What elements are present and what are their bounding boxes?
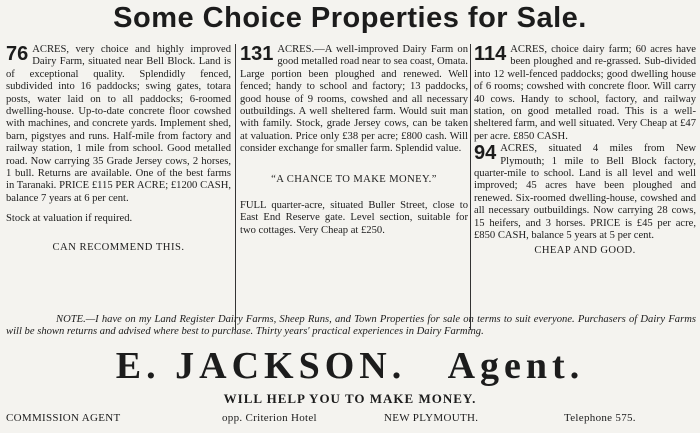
column-left bbox=[6, 44, 231, 254]
cheap-and-good: CHEAP AND GOOD. bbox=[534, 244, 636, 256]
lot-number: 114 bbox=[474, 43, 507, 65]
listing-text: ACRES, choice dairy farm; 60 acres have been ploughed and re-grassed. Sub-divided into 12 well-fenced paddocks; good dwelling house of 6 rooms; cowshed with concrete floor. Will carry 40 cows. Handy to school, factory, and railway station, on good metalled road. This is a well-sheltered farm, and well situated. Very Cheap at £47 per acre. £850 CASH. bbox=[474, 44, 696, 142]
listing-76-acres bbox=[6, 44, 231, 205]
listing-text: ACRES, very choice and highly improved Dairy Farm, situated near Bell Block. Land is of exceptional quality. Splendidly fenced, subdivided into 16 paddocks; swing gates, totara posts, water laid on to all paddocks; 6-roomed dwelling-house. Up-to-date concrete floor cowshed with machines, and concrete yards. Implement shed, barn, pigstyes and runs. Half-mile from factory and railway station, 1 mile from school. Good metalled road. Now carrying 35 Grade Jersey cows, 2 horses, 1 bull. Returns are available. One of the best farms in Taranaki. PRICE £115 PER ACRE; £1200 CASH, balance 7 years at 6 per cent. bbox=[6, 44, 231, 204]
listing-94-acres bbox=[474, 143, 696, 242]
agent-name: E. JACKSON. Agent. bbox=[115, 345, 585, 387]
lot-number: 94 bbox=[474, 142, 497, 165]
footer-town: NEW PLYMOUTH. bbox=[384, 412, 479, 424]
lot-number: 131 bbox=[240, 43, 274, 65]
listing-text: ACRES, situated 4 miles from New Plymouth; 1 mile to Bell Block factory, quarter-mile to school. Land is all level and well improved; 45 acres have been ploughed and renewed. Six-roomed dwelling-house, cowshed and all necessary outbuildings. Now carrying 28 cows, 15 heifers, and 3 horses. PRICE is £45 per acre, £850 CASH, balance 5 years at 5 per cent. bbox=[474, 143, 696, 242]
footer-location: opp. Criterion Hotel bbox=[222, 412, 317, 424]
headline: Some Choice Properties for Sale. bbox=[113, 2, 587, 34]
tagline: WILL HELP YOU TO MAKE MONEY. bbox=[223, 391, 477, 406]
stock-note: Stock at valuation if required. bbox=[6, 213, 133, 225]
listing-114-acres bbox=[474, 44, 696, 143]
column-divider-right bbox=[470, 44, 471, 330]
column-right bbox=[474, 44, 696, 257]
chance-heading: “A CHANCE TO MAKE MONEY.” bbox=[271, 173, 437, 185]
listing-text: ACRES.—A well-improved Dairy Farm on good metalled road near to sea coast, Omata. Large portion been ploughed and renewed. Well fenced; handy to school and factory; 13 paddocks, good house of 9 rooms, cowshed and all necessary outbuildings. A well sheltered farm. Would suit man with family. Stock, grade Jersey cows, can be taken at valuation. Price only £38 per acre; £800 cash. Will consider exchange for smaller farm. Splendid value. bbox=[240, 44, 468, 155]
listing-131-acres bbox=[240, 44, 468, 156]
lot-number: 76 bbox=[6, 43, 29, 65]
column-divider-left bbox=[235, 44, 236, 330]
footer-role: COMMISSION AGENT bbox=[6, 412, 121, 424]
land-register-note: NOTE.—I have on my Land Register Dairy Farms, Sheep Runs, and Town Properties for sale on terms to suit everyone. Purchasers of Dairy Farms will be shown returns and advised where best to purchase. Thirty years' practical experiences in Dairy Farming. bbox=[6, 314, 696, 338]
footer-telephone: Telephone 575. bbox=[564, 412, 636, 424]
recommend-line: CAN RECOMMEND THIS. bbox=[52, 241, 185, 253]
column-middle bbox=[240, 44, 468, 237]
quarter-acre-listing: FULL quarter-acre, situated Buller Street, close to East End Reserve gate. Level section, suitable for two cottages. Very Cheap at £250. bbox=[240, 200, 468, 236]
